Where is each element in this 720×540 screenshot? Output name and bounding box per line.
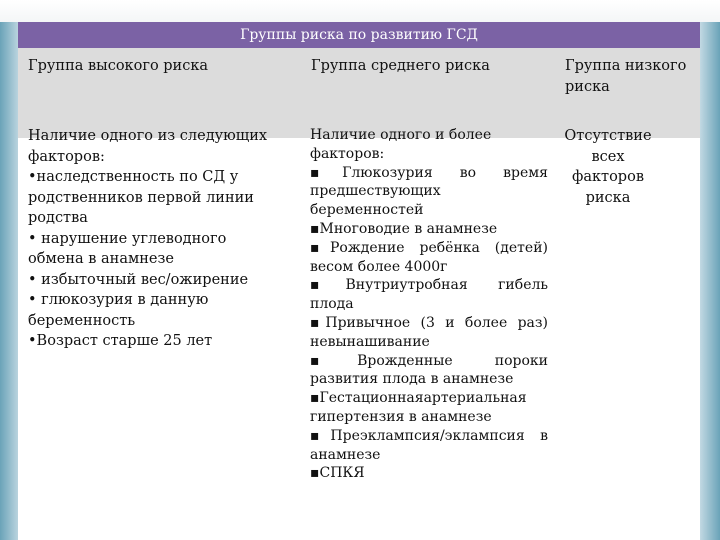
high-risk-line: • избыточный вес/ожирение [28, 271, 249, 288]
medium-risk-line: ▪Глюкозурия во время [310, 164, 548, 181]
high-risk-line: родства [28, 210, 88, 226]
medium-risk-line: Наличие одного и более [310, 127, 492, 143]
medium-risk-line: гипертензия в анамнезе [310, 408, 492, 425]
medium-risk-line: беременностей [310, 202, 424, 219]
high-risk-line: • нарушение углеводного [28, 230, 227, 247]
high-risk-line: родственников первой линии [28, 189, 254, 206]
header-high-risk: Группа высокого риска [28, 58, 209, 74]
high-risk-line: •наследственность по СД у [28, 169, 239, 185]
header-medium-risk: Группа среднего риска [311, 58, 490, 74]
medium-risk-line: ▪Врожденные пороки [310, 352, 548, 369]
high-risk-line: • глюкозурия в данную [28, 292, 209, 308]
medium-risk-line: ▪Внутриутробная гибель [310, 277, 548, 294]
medium-risk-line: анамнезе [310, 446, 381, 463]
high-risk-line: Наличие одного из следующих [28, 128, 268, 144]
high-risk-line: •Возраст старше 25 лет [28, 333, 213, 349]
medium-risk-line: ▪Гестационнаяартериальная [310, 390, 527, 407]
low-risk-line: факторов [572, 169, 644, 185]
medium-risk-line: ▪Привычное (3 и более раз) [310, 314, 548, 331]
medium-risk-line: факторов: [310, 145, 385, 162]
high-risk-line: обмена в анамнезе [28, 251, 174, 267]
medium-risk-line: ▪Преэклампсия/эклампсия в [310, 427, 548, 444]
header-low-risk: Группа низкого риска [565, 58, 687, 95]
high-risk-line: факторов: [28, 148, 105, 165]
medium-risk-line: невынашивание [310, 333, 430, 350]
medium-risk-line: предшествующих [310, 183, 441, 200]
medium-risk-line: весом более 4000г [310, 258, 448, 275]
high-risk-cell [28, 126, 298, 352]
medium-risk-line: плода [310, 296, 354, 313]
medium-risk-line: ▪СПКЯ [310, 465, 365, 482]
slide-top-band [0, 0, 720, 22]
medium-risk-cell [310, 126, 548, 483]
medium-risk-line: развития плода в анамнезе [310, 371, 514, 388]
low-risk-line: Отсутствие [564, 128, 652, 144]
table-title: Группы риска по развитию ГСД [18, 22, 700, 48]
medium-risk-line: ▪Рождение ребёнка (детей) [310, 239, 548, 256]
low-risk-cell [563, 126, 653, 208]
low-risk-line: всех [591, 148, 625, 165]
medium-risk-line: ▪Многоводие в анамнезе [310, 220, 498, 237]
low-risk-line: риска [585, 189, 631, 206]
high-risk-line: беременность [28, 312, 136, 329]
